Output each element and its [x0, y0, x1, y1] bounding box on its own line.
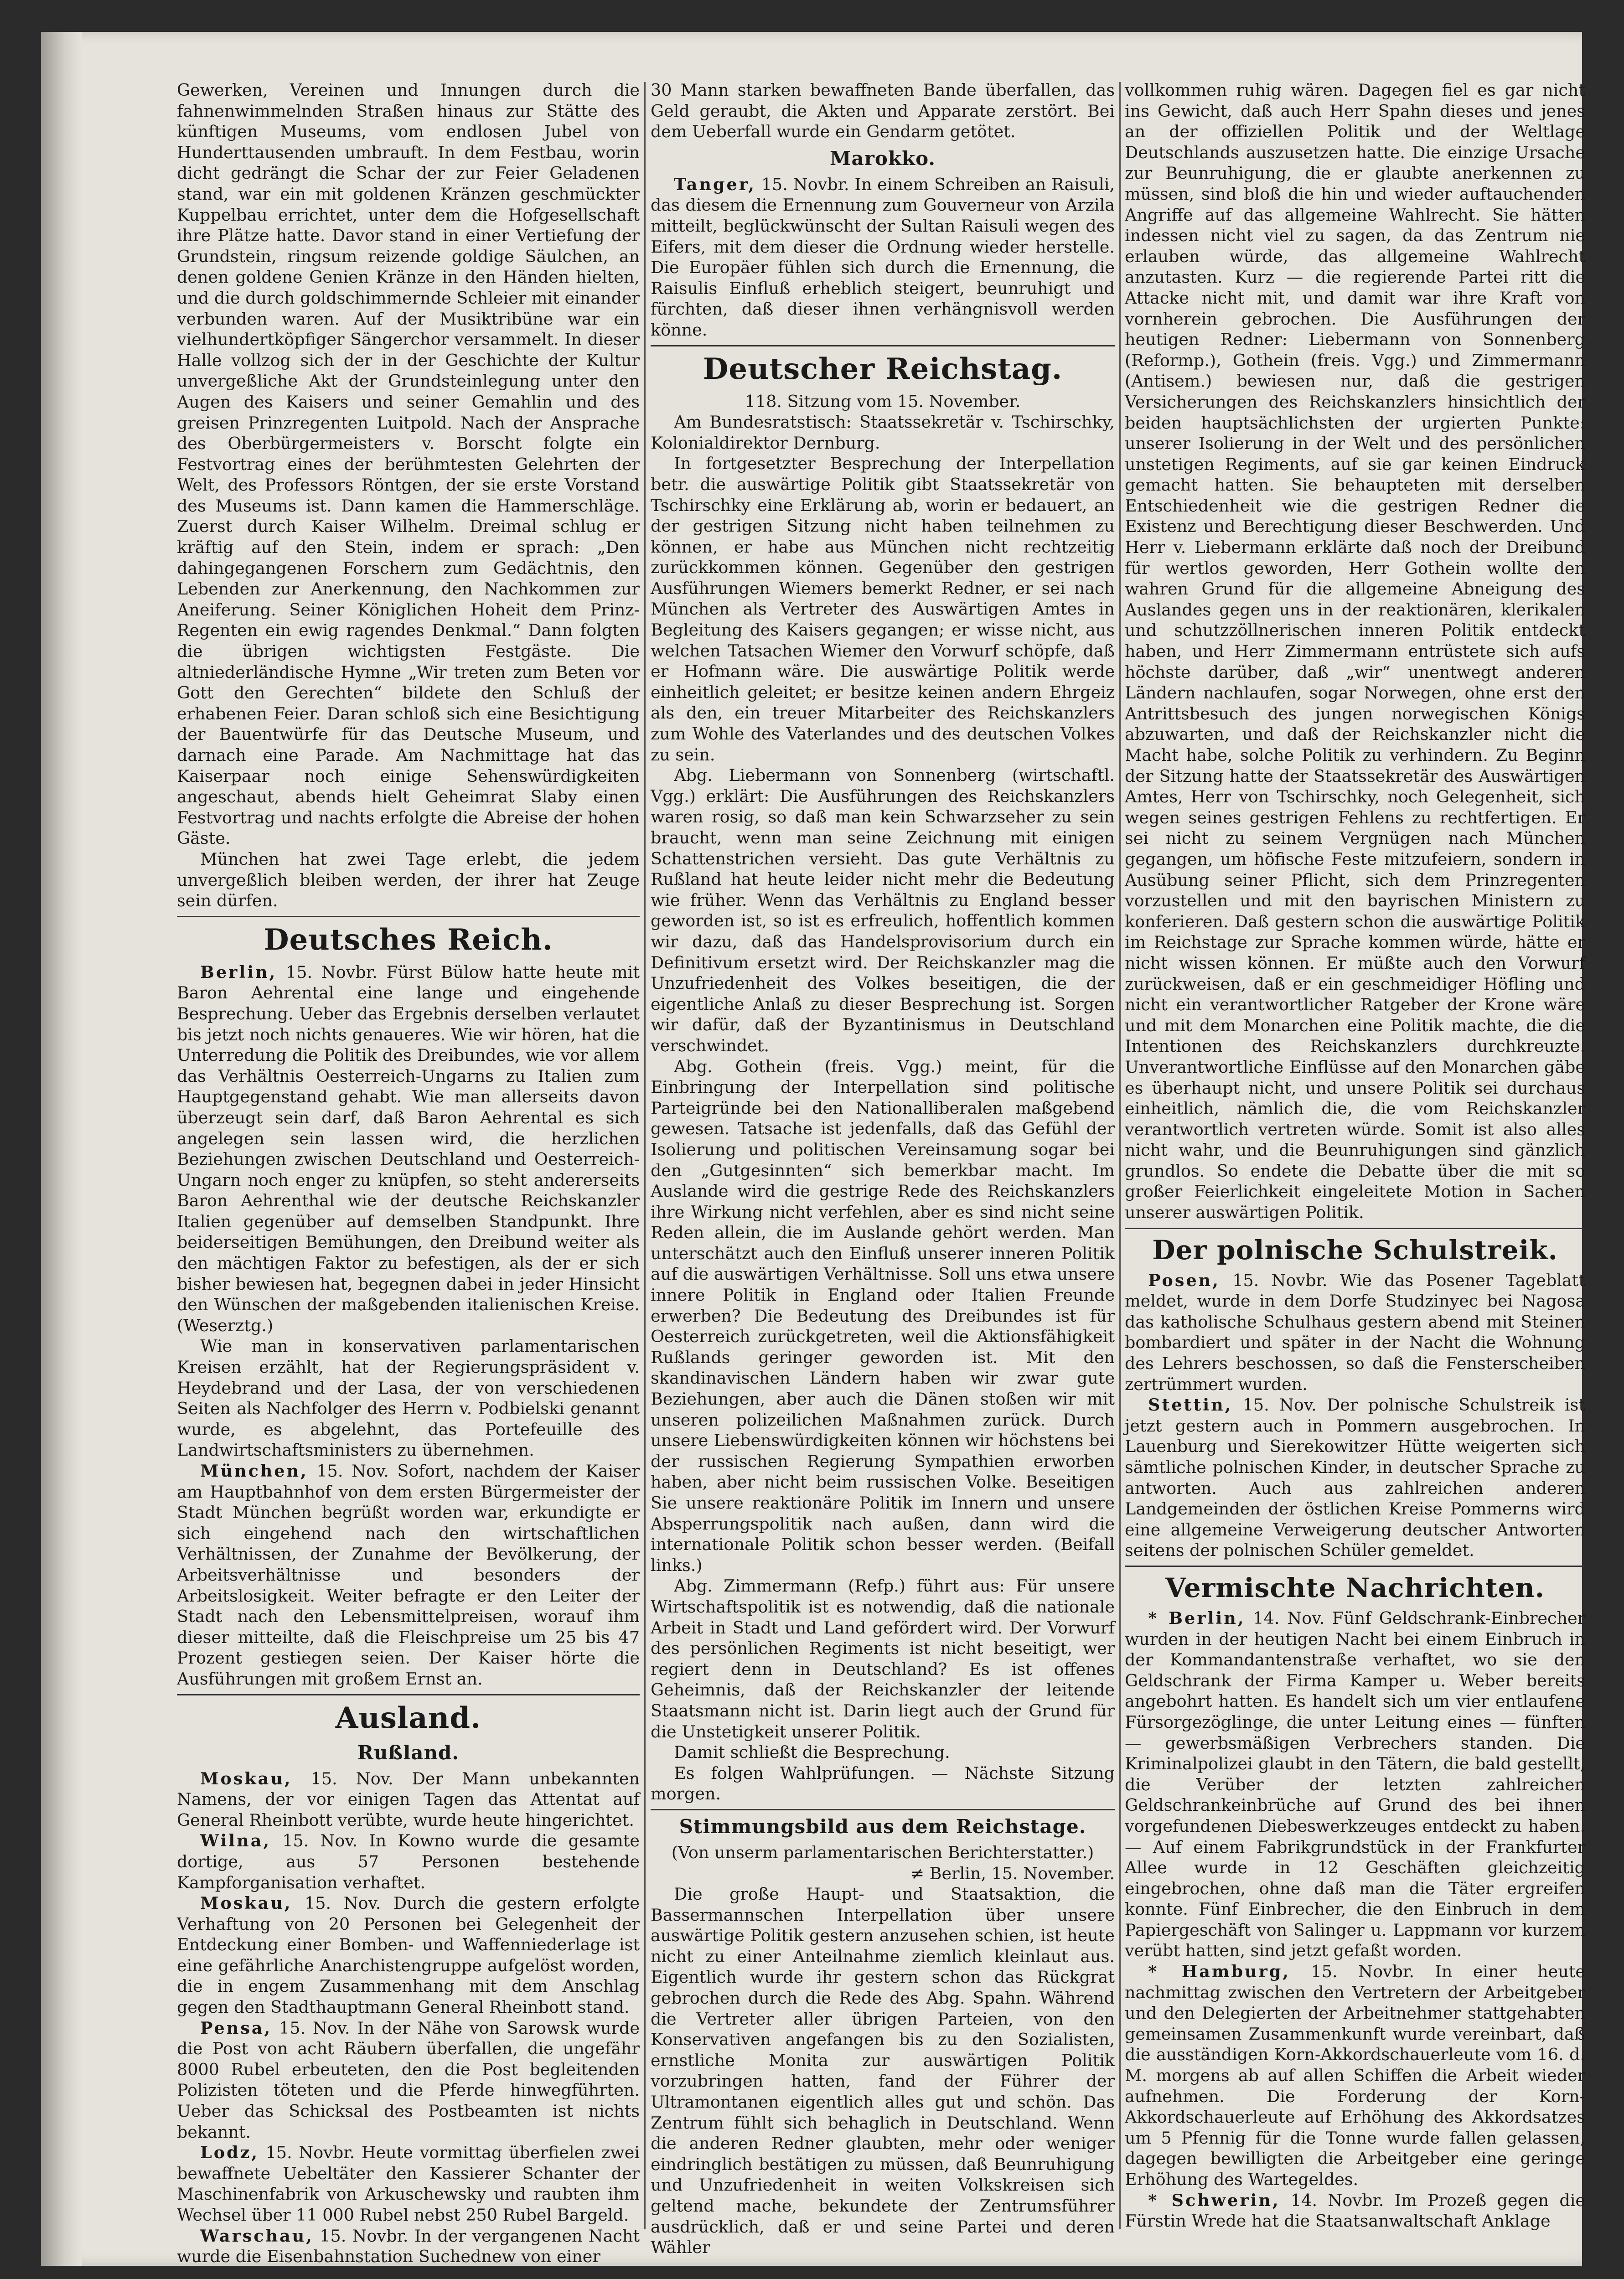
dateline: Lodz,: [200, 2143, 259, 2163]
article-text: München hat zwei Tage erlebt, die jedem unvergeßlich bleiben werden, der ihrer hat Zeuge sein dürfen.: [177, 849, 640, 911]
news-item: Moskau, 15. Nov. Durch die gestern erfolgte Verhaftung von 20 Personen bei Gelegenheit der Entdeckung einer Bomben- und Waffenniederlage ist eine gefährliche Anarchistengruppe aufgelöst worden, die in engem Zusammenhang mit dem Anschlag gegen den Stadthauptmann General Rheinbott stand.: [177, 1893, 640, 2017]
news-item: * Hamburg, 15. Novbr. In einer heute nachmittag zwischen den Vertretern der Arbeitgeber und den Delegierten der Arbeitnehmer stattgehabten gemeinsamen Zusammenkunft wurde vereinbart, daß die ausständigen Korn-Akkordschauerleute vom 16. d. M. morgens ab auf allen Schiffen die Arbeit wieder aufnehmen. Die Forderung der Korn-Akkordschauerleute auf Erhöhung des Akkordsatzes um 5 Pfennig für die Tonne wurde fallen gelassen, dagegen bewilligten die Arbeitgeber eine geringe Erhöhung des Wartegeldes.: [1125, 1962, 1585, 2189]
article-text: Am Bundesratstisch: Staatssekretär v. Tschirschky, Kolonialdirektor Dernburg.: [651, 412, 1115, 453]
dateline: ≠ Berlin, 15. November.: [910, 1863, 1115, 1883]
dateline: * Hamburg,: [1148, 1962, 1291, 1982]
section-rule: [1125, 1228, 1585, 1229]
dateline: München,: [200, 1461, 308, 1481]
dateline: Stettin,: [1148, 1395, 1233, 1415]
news-item: Warschau, 15. Novbr. In der vergangenen Nacht wurde die Eisenbahnstation Suchednew von einer: [177, 2226, 640, 2267]
article-text: Gewerken, Vereinen und Innungen durch die fahnenwimmelnden Straßen hinaus zur Stätte des künftigen Museums, vom endlosen Jubel von Hunderttausenden umbrauft. In dem Festbau, worin dicht gedrängt die Schar der zur Feier Geladenen stand, war ein mit goldenen Kränzen geschmückter Kuppelbau errichtet, unter dem die Hofgesellschaft ihre Plätze hatte. Davor stand in einer Vertiefung der Grundstein, ringsum reizende goldige Säulchen, an denen goldene Genien Kränze in den Händen hielten, und die durch goldschimmernde Schleier mit einander verbunden waren. Auf der Musiktribüne war ein vielhundertköpfiger Sängerchor versammelt. In dieser Halle vollzog sich der in der Geschichte der Kultur unvergeßliche Akt der Grundsteinlegung unter den Augen des Kaisers und seiner Gemahlin und des greisen Prinzregenten Luitpold. Nach der Ansprache des Oberbürgermeisters v. Borscht folgte ein Festvortrag eines der berühmtesten Gelehrten der Welt, des Professors Röntgen, der sie erste Vorstand des Museums ist. Dann kamen die Hammerschläge. Zuerst durch Kaiser Wilhelm. Dreimal schlug er kräftig auf den Stein, indem er sprach: „Den dahingegangenen Forschern zum Gedächtnis, den Lebenden zur Anerkennung, den Nachkommen zur Aneiferung. Seiner Königlichen Hoheit dem Prinz-Regenten ein ewig ragendes Denkmal.“ Dann folgten die übrigen wichtigsten Festgäste. Die altniederländische Hymne „Wir treten zum Beten vor Gott den Gerechten“ bildete den Schluß der erhabenen Feier. Daran schloß sich eine Besichtigung der Bauentwürfe für das Deutsche Museum, und darnach eine Parade. Am Nachmittage hat das Kaiserpaar noch einige Sehenswürdigkeiten angeschaut, abends hielt Geheimrat Slaby einen Festvortrag und nachts erfolgte die Abreise der hohen Gäste.: [177, 80, 640, 848]
dateline: Wilna,: [200, 1831, 271, 1851]
section-heading: Der polnische Schulstreik.: [1152, 1234, 1558, 1266]
section-heading: Stimmungsbild aus dem Reichstage.: [679, 1815, 1086, 1838]
subsection-heading: Marokko.: [830, 147, 936, 170]
news-item: Berlin, 15. Novbr. Fürst Bülow hatte heute mit Baron Aehrental eine lange und eingehende Besprechung. Ueber das Ergebnis derselben verlautet bis jetzt noch nichts genaueres. Wie wir hören, hat die Unterredung die Politik des Dreibundes, wie vor allem das Verhältnis Oesterreich-Ungarns zu Italien zum Hauptgegenstand gehabt. Wie man allerseits davon überzeugt sein darf, daß Baron Aehrental es sich angelegen sein lassen wird, die herzlichen Beziehungen zwischen Deutschland und Oesterreich-Ungarn noch enger zu knüpfen, so steht andererseits Baron Aehrenthal wie der deutsche Reichskanzler Italien gegenüber auf demselben Standpunkt. Ihre beiderseitigen Bemühungen, den Dreibund weiter als den mächtigen Faktor zu befestigen, als der er sich bisher bewiesen hat, begegnen dabei in jeder Hinsicht den Wünschen der maßgebenden italienischen Kreise. (Weserztg.): [177, 962, 640, 1335]
column-divider: [644, 82, 646, 2229]
column-2: [651, 80, 1115, 2258]
news-item: Pensa, 15. Nov. In der Nähe von Sarowsk wurde die Post von acht Räubern überfallen, die ungefähr 8000 Rubel erbeuteten, den die Post begleitenden Polizisten töteten und die Pferde hinwegführten. Ueber das Schicksal des Postbeamten ist nichts bekannt.: [177, 2018, 640, 2142]
column-divider: [1119, 82, 1121, 2229]
section-rule: [1125, 1566, 1585, 1567]
section-rule: [177, 1694, 640, 1695]
news-item: Moskau, 15. Nov. Der Mann unbekannten Namens, der vor einigen Tagen das Attentat auf General Rheinbott verübte, wurde heute hingerichtet.: [177, 1768, 640, 1830]
dateline: Berlin,: [200, 962, 277, 982]
article-text: Damit schließt die Besprechung.: [674, 1742, 950, 1762]
news-item: Wie man in konservativen parlamentarischen Kreisen erzählt, hat der Regierungspräsident v. Heydebrand und der Lasa, der von verschiedenen Seiten als Nachfolger des Herrn v. Podbielski genannt wurde, es abgelehnt, das Portefeuille des Landwirtschaftsministers zu übernehmen.: [177, 1336, 640, 1460]
dateline: * Schwerin,: [1148, 2190, 1280, 2210]
news-item: Lodz, 15. Novbr. Heute vormittag überfielen zwei bewaffnete Uebeltäter den Kassierer Schanter der Maschinenfabrik von Arkuschewsky und raubten ihm Wechsel über 11 000 Rubel nebst 250 Rubel Bargeld.: [177, 2143, 640, 2225]
dateline: * Berlin,: [1148, 1608, 1246, 1628]
section-heading: Vermischte Nachrichten.: [1165, 1572, 1545, 1603]
dateline: Moskau,: [200, 1893, 292, 1913]
news-item: Wilna, 15. Nov. In Kowno wurde die gesamte dortige, aus 57 Personen bestehende Kampforganisation verhaftet.: [177, 1831, 640, 1892]
section-heading: Deutscher Reichstag.: [703, 351, 1063, 386]
article-text: Die große Haupt- und Staatsaktion, die Bassermannschen Interpellation über unsere auswärtige Politik gestern anzusehen schien, ist heute nicht zu einer Anteilnahme ziemlich kleinlaut aus. Eigentlich wurde ihr gestern schon das Rückgrat gebrochen durch die Rede des Abg. Spahn. Während die Vertreter aller übrigen Parteien, von den Konservativen angefangen bis zu den Sozialisten, ernstliche Monita zur auswärtigen Politik vorzubringen hatten, fand der Führer der Ultramontanen eigentlich alles gut und schön. Das Zentrum fühlt sich behaglich in Deutschland. Wenn die anderen Redner glaubten, mehr oder weniger eindringlich bestätigen zu müssen, daß Beunruhigung und Unzufriedenheit in weiten Volkskreisen sich geltend mache, bekundete der Zentrumsführer ausdrücklich, daß er und seine Partei und deren Wähler: [651, 1884, 1115, 2258]
article-text: In fortgesetzter Besprechung der Interpellation betr. die auswärtige Politik gibt Staatssekretär von Tschirschky eine Erklärung ab, worin er bedauert, an der gestrigen Sitzung nicht haben teilnehmen zu können, er habe aus München nicht rechtzeitig zurückkommen können. Gegenüber den gestrigen Ausführungen Wiemers bemerkt Redner, er sei nach München als Vertreter des Auswärtigen Amtes in Begleitung des Kaisers gegangen; er wisse nicht, aus welchen Tatsachen Wiemer den Vorwurf schöpfe, daß er Hofmann wäre. Die auswärtige Politik werde einheitlich geleitet; er besitze keinen andern Ehrgeiz als den, ein treuer Mitarbeiter des Reichskanzlers zum Wohle des Vaterlandes und des deutschen Volkes zu sein.: [651, 454, 1115, 765]
news-item: * Berlin, 14. Nov. Fünf Geldschrank-Einbrecher wurden in der heutigen Nacht bei einem Einbruch in der Kommandantenstraße verhaftet, wo sie den Geldschrank der Firma Kamper u. Weber bereits angebohrt hatten. Es handelt sich um vier entlaufene Fürsorgezöglinge, die unter Leitung eines — fünften — gewerbsmäßigen Verbrechers standen. Die Kriminalpolizei glaubt in den Tätern, die bald gestellt, die Verüber der letzten zahlreichen Geldschrankeinbrüche auf Grund des bei ihnen vorgefundenen Diebeswerkzeuges entdeckt zu haben. — Auf einem Fabrikgrundstück in der Frankfurter Allee wurde in 12 Geschäften gleichzeitig eingebrochen, ohne daß man die Täter ergreifen konnte. Fünf Einbrecher, die den Einbruch in dem Papiergeschäft von Salinger u. Lappmann vor kurzem verübt hatten, sind jetzt gefaßt worden.: [1125, 1608, 1586, 1961]
dateline: Posen,: [1148, 1270, 1220, 1290]
section-rule: [177, 916, 640, 917]
news-item: Stettin, 15. Nov. Der polnische Schulstreik ist jetzt gestern auch in Pommern ausgebrochen. In Lauenburg und Sierekowitzer Hütte weigerten sich sämtliche polnischen Kinder, in deutscher Sprache zu antworten. Auch aus zahlreichen anderen Landgemeinden der östlichen Kreise Pommerns wird eine allgemeine Verweigerung deutscher Antworten seitens der polnischen Schüler gemeldet.: [1125, 1395, 1585, 1561]
dark-background: [1582, 0, 1624, 2279]
subsection-heading: Rußland.: [357, 1741, 460, 1764]
column-1: [177, 80, 640, 2267]
dateline: Warschau,: [200, 2226, 314, 2246]
article-text: Abg. Gothein (freis. Vgg.) meint, für die Einbringung der Interpellation sind politische Parteigründe bei den Nationalliberalen maßgebend gewesen. Tatsache ist jedenfalls, daß das Gefühl der Isolierung und politischen Vereinsamung sogar bei den „Gutgesinnten“ sich bemerkbar macht. Im Auslande wird die gestrige Rede des Reichskanzlers ihre Wirkung nicht verfehlen, aber es sind nicht seine Reden allein, die im Auslande gehört werden. Man unterschätzt auch den Einfluß unserer inneren Politik auf die auswärtigen Verhältnisse. Soll uns etwa unsere innere Politik in England oder Italien Freunde erwerben? Die Bedeutung des Dreibundes ist für Oesterreich zurückgetreten, weil die Aktionsfähigkeit Rußlands geringer geworden ist. Mit den skandinavischen Ländern haben wir zwar gute Beziehungen, aber auch die Dänen stoßen wir mit unseren polizeilichen Maßnahmen zurück. Durch unsere Liebenswürdigkeiten können wir höchstens bei der russischen Regierung Sympathien erworben haben, aber nicht beim russischen Volke. Beseitigen Sie unsere reaktionäre Politik im Innern und unsere Absperrungspolitik nach außen, dann wird die internationale Politik schon besser werden. (Beifall links.): [651, 1056, 1115, 1575]
section-heading: Deutsches Reich.: [264, 922, 553, 957]
section-heading: Ausland.: [335, 1700, 481, 1735]
article-text: 30 Mann starken bewaffneten Bande überfallen, das Geld geraubt, die Akten und Apparate zerstört. Bei dem Ueberfall wurde ein Gendarm getötet.: [651, 80, 1115, 142]
byline: (Von unserm parlamentarischen Berichterstatter.): [671, 1842, 1094, 1862]
dateline: Tanger,: [674, 174, 756, 194]
news-item: * Schwerin, 14. Novbr. Im Prozeß gegen die Fürstin Wrede hat die Staatsanwaltschaft Anklage: [1125, 2190, 1585, 2231]
article-text: Es folgen Wahlprüfungen. — Nächste Sitzung morgen.: [651, 1763, 1115, 1804]
column-3: [1125, 80, 1585, 2232]
dateline: Moskau,: [200, 1768, 292, 1788]
dateline: Pensa,: [200, 2018, 272, 2038]
news-item: Tanger, 15. Novbr. In einem Schreiben an Raisuli, das diesem die Ernennung zum Gouverneur von Arzila mitteilt, beglückwünscht der Sultan Raisuli wegen des Eifers, mit dem dieser die Ordnung wieder herstelle. Die Europäer fühlen sich durch die Ernennung, die Raisulis Einfluß erheblich steigert, beunruhigt und fürchten, daß dieser ihnen verhängnisvoll werden könne.: [651, 174, 1115, 340]
article-text: Abg. Zimmermann (Refp.) führt aus: Für unsere Wirtschaftspolitik ist es notwendig, daß die nationale Arbeit in Stadt und Land gefördert wird. Der Vorwurf des persönlichen Regiments ist nicht beseitigt, wer regiert denn in Deutschland? Es ist offenes Geheimnis, daß der Reichskanzler der leitende Staatsmann nicht ist. Darin liegt auch der Grund für die Unstetigkeit unserer Politik.: [651, 1576, 1115, 1742]
book-binding: [41, 32, 82, 2266]
news-item: Posen, 15. Novbr. Wie das Posener Tageblatt meldet, wurde in dem Dorfe Studzinyec bei Nagosa das katholische Schulhaus gestern abend mit Steinen bombardiert und später in der Nacht die Wohnung des Lehrers beschossen, so daß die Fensterscheiben zertrümmert wurden.: [1125, 1270, 1585, 1394]
news-item: München, 15. Nov. Sofort, nachdem der Kaiser am Hauptbahnhof von dem ersten Bürgermeister der Stadt München begrüßt worden war, erkundigte er sich eingehend nach den wirtschaftlichen Verhältnissen, der Zunahme der Bevölkerung, der Arbeitsverhältnisse und besonders der Arbeitslosigkeit. Weiter befragte er den Leiter der Stadt nach den Lebensmittelpreisen, worauf ihm dieser mitteilte, daß die Fleischpreise um 25 bis 47 Prozent gestiegen seien. Der Kaiser hörte die Ausführungen mit großem Ernst an.: [177, 1461, 640, 1689]
article-text: Abg. Liebermann von Sonnenberg (wirtschaftl. Vgg.) erklärt: Die Ausführungen des Reichskanzlers waren rosig, so daß man kein Schwarzseher zu sein braucht, wenn man seine Zeichnung mit einigen Schattenstrichen versieht. Das gute Verhältnis zu Rußland hat heute leider nicht mehr die Bedeutung wie früher. Wenn das Verhältnis zu England besser geworden ist, so ist es erfreulich, hoffentlich kommen wir dazu, daß das Handelsprovisorium durch ein Definitivum ersetzt wird. Der Reichskanzler mag die Unzufriedenheit des Volkes beseitigen, die der eigentliche Anlaß zu dieser Besprechung ist. Sorgen wir dafür, daß der Byzantinismus in Deutschland verschwindet.: [651, 765, 1115, 1055]
section-rule: [651, 1809, 1115, 1810]
session-line: 118. Sitzung vom 15. November.: [745, 391, 1021, 411]
article-text: vollkommen ruhig wären. Dagegen fiel es gar nicht ins Gewicht, daß auch Herr Spahn dieses und jenes an der offiziellen Politik und der Weltlage Deutschlands auszusetzen hatte. Die einzige Ursache zur Beunruhigung, die er glaubte anerkennen zu müssen, sind bloß die hin und wieder auftauchenden Angriffe auf das allgemeine Wahlrecht. Sie hätten indessen nicht viel zu sagen, da das Zentrum nie erlauben würde, das allgemeine Wahlrecht anzutasten. Kurz — die regierende Partei ritt die Attacke nicht mit, und damit war ihre Kraft von vornherein gebrochen. Die Ausführungen der heutigen Redner: Liebermann von Sonnenberg (Reformp.), Gothein (freis. Vgg.) und Zimmermann (Antisem.) bewiesen nur, daß die gestrigen Versicherungen des Reichskanzlers hinsichtlich der beiden hauptsächlichsten der urgierten Punkte: unserer Isolierung in der Welt und des persönlichen unstetigen Regiments, auf sie gar keinen Eindruck gemacht hatten. Sie behaupteten mit derselben Entschiedenheit wie die gestrigen Redner die Existenz und Berechtigung dieser Beschwerden. Und Herr v. Liebermann erklärte daß noch der Dreibund für wertlos geworden, Herr Gothein wollte den wahren Grund für die allgemeine Abneigung des Auslandes gegen uns in der reaktionären, klerikalen und schutzzöllnerischen inneren Politik entdeckt haben, und Herr Zimmermann entrüstete sich aufs höchste darüber, daß „wir“ unentwegt anderen Ländern nachlaufen, sogar Norwegen, ohne erst den Antrittsbesuch des jungen norwegischen Königs abzuwarten, und daß der Reichskanzler nicht die Macht habe, solche Politik zu verhindern. Zu Beginn der Sitzung hatte der Staatssekretär des Auswärtigen Amtes, Herr von Tschirschky, noch Gelegenheit, sich wegen seines gestrigen Fehlens zu rechtfertigen. Er sei nicht zu seinem Vergnügen nach München gegangen, um höfische Feste mitzufeiern, sondern in Ausübung seiner Pflicht, sich dem Prinzregenten vorzustellen und mit den bayrischen Ministern zu konferieren. Daß gestern schon die auswärtige Politik im Reichstage zur Sprache kommen würde, hätte er nicht wissen können. Er müßte auch den Vorwurf zurückweisen, daß er ein geschmeidiger Höfling und nicht ein verantwortlicher Ratgeber der Krone wäre und mit dem Monarchen eine Politik machte, die die Intentionen des Reichskanzlers durchkreuzte. Unverantwortliche Einflüsse auf den Monarchen gäbe es überhaupt nicht, und unsere Politik sei durchaus einheitlich, nämlich die, die vom Reichskanzler verantwortlich vertreten würde. Somit ist also alles nicht wahr, und die Beunruhigungen sind gänzlich grundlos. So endete die Debatte über die mit so großer Feierlichkeit eingeleitete Motion in Sachen unserer auswärtigen Politik.: [1125, 80, 1585, 1223]
section-rule: [651, 345, 1115, 346]
